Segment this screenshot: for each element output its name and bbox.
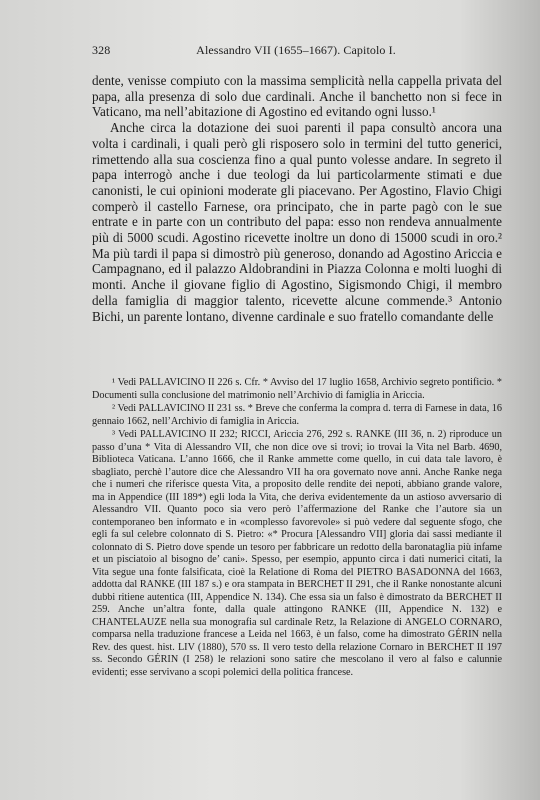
footnotes <box>92 377 502 681</box>
body-paragraph: dente, venisse compiuto con la massima semplicità nella cappella privata del papa, alla presenza di solo due cardinali. Anche il banchetto non si fece in Vaticano, ma nell’abitazione di Agostino ed evitando ogni lusso.¹ <box>92 73 502 120</box>
page-number: 328 <box>92 43 111 57</box>
footnote: ² Vedi PALLAVICINO II 231 ss. * Breve che conferma la compra d. terra di Farnese in data, 16 gennaio 1662, nell’Archivio di famiglia in Ariccia. <box>92 403 502 427</box>
main-text <box>92 73 502 324</box>
running-title: Alessandro VII (1655–1667). Capitolo I. <box>196 43 396 57</box>
footnote: ³ Vedi PALLAVICINO II 232; RICCI, Ariccia 276, 292 s. RANKE (III 36, n. 2) riproduce un passo d’una * Vita di Alessandro VII, che non dice ove si trovi; io trovai la Vita nel Barb. 4690, Biblioteca Vaticana. L’anno 1666, che il Ranke ammette come quello, in cui data tale lavoro, è sbagliato, perchè l’autore dice che Alessandro VII ha ora governato nove anni. Anche Ranke nega che i numeri che riferisce questa Vita, a proposito delle rendite dei nepoti, abbiano grande valore, ma in Appendice (III 189*) egli loda la Vita, che deriva evidentemente da un astioso avversario di Alessandro VII. Quanto poco sia vero però l’affermazione del Ranke che l’autore sia un contemporaneo ben informato e in «complesso favorevole» si può vedere dal seguente sfogo, che egli fa sul celebre colonnato di S. Pietro: «* Procura [Alessandro VII] gloria dai sassi mediante il colonnato di S. Pietro dove spende un tesoro per fabbricare un redotto della baronataglia più infame et un pisciatoio al bisogno de’ cani». Spesso, per esempio, appunto circa i dati numerici citati, la Vita segue una fonte falsificata, cioè la Relatione di Roma del PIETRO BASADONNA del 1663, addotta dal RANKE (III 187 s.) e ora stampata in BERCHET II 291, che il Ranke nonostante alcuni dubbi ritiene autentica (III, Appendice N. 134). Che essa sia un falso è dimostrato da BERCHET II 259. Anche un’altra fonte, dalla quale attingono RANKE (III, Appendice N. 132) e CHANTELAUZE nella sua monografia sul cardinale Retz, la Relazione di ANGELO CORNARO, comparsa nella traduzione francese a Leida nel 1663, è un falso, come ha dimostrato GÉRIN nella Rev. des quest. hist. LIV (1880), 570 ss. Il vero testo della relazione Cornaro in BERCHET II 197 ss. Secondo GÉRIN (I 258) le relazioni sono satire che mescolano il vero al falso e calunnie evidenti; esse servivano a scopi polemici della politica francese. <box>92 429 502 678</box>
body-paragraph: Anche circa la dotazione dei suoi parenti il papa consultò ancora una volta i cardinali, i quali però gli risposero solo in termini del tutto generici, rimettendo alla sua coscienza fino a qual punto volesse andare. In segreto il papa interrogò anche i due teologi da lui particolarmente stimati e due canonisti, le cui opinioni moderate gli piacevano. Per Agostino, Flavio Chigi comperò il castello Farnese, ora principato, che in parte pagò con le sue entrate e in parte con un contributo del papa: esso non rendeva annualmente più di 5000 scudi. Agostino ricevette inoltre un dono di 15000 scudi in oro.² Ma più tardi il papa si dimostrò più generoso, donando ad Agostino Ariccia e Campagnano, ed il palazzo Aldobrandini in Piazza Colonna e molti luoghi di monti. Anche il giovane figlio di Agostino, Sigismondo Chigi, il membro della famiglia di maggior talento, ricevette alcune commende.³ Antonio Bichi, un parente lontano, divenne cardinale e suo fratello comandante delle <box>92 120 502 324</box>
footnote: ¹ Vedi PALLAVICINO II 226 s. Cfr. * Avviso del 17 luglio 1658, Archivio segreto pontificio. * Documenti sulla conclusione del matrimonio nell’Archivio di famiglia in Ariccia. <box>92 377 502 401</box>
